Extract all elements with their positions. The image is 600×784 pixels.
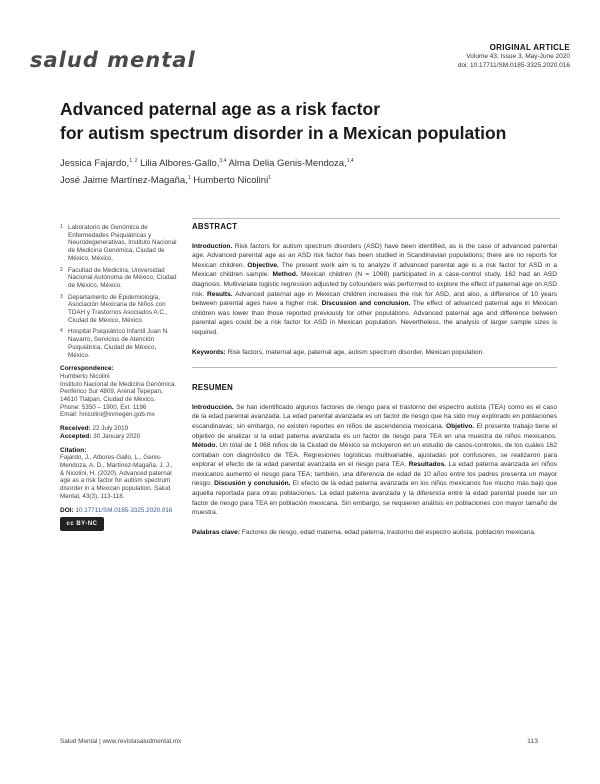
received-date: 22 July 2019 [92,425,129,433]
accepted-label: Accepted: [60,432,92,440]
accepted-date: 30 January 2020 [93,432,141,440]
dates-block [60,425,178,440]
affiliation-list [60,224,178,359]
author: Humberto Nicolini$^1$ [193,175,271,187]
correspondence-label: Correspondence: [60,365,114,373]
correspondence-name: Humberto Nicolini [60,372,110,380]
resumen-divider [192,367,557,369]
affiliation-item: 3 Departamento de Epidemiología, Asociación Mexicana de Niños con TDAH y Trastornos Asociados A.C., Ciudad de México, México. [60,293,168,324]
abstract-top-divider [192,218,560,219]
title-line-2: for autism spectrum disorder in a Mexican population [60,123,507,143]
doi-label: DOI: [60,506,74,514]
citation-text: Fajardo, J., Albores-Gallo, L., Genis-Mendoza, A. D., Martínez-Magaña, J. J., & Nicolini, H. (2020). Advanced paternal age as a risk factor for autism spectrum disorder in a Mexican population. Salud Mental, 43(3), 113-118. [60,454,173,500]
article-type: ORIGINAL ARTICLE [489,43,570,52]
correspondence-block [60,365,178,419]
article-title [60,97,560,145]
article-header [458,42,570,70]
header-doi[interactable]: doi: 10.17711/SM.0185-3325.2020.016 [457,61,570,69]
abstract-section [192,222,557,537]
sidebar-info [60,224,178,531]
author: Alma Delia Genis-Mendoza,$^{1,4}$ [228,158,354,170]
affiliation-item: 2 Facultad de Medicina, Universidad Nacional Autónoma de México, Ciudad de México, México. [60,266,177,289]
creative-commons-badge[interactable]: cc BY-NC [60,517,104,531]
abstract-body: Introduction. Risk factors for autism spectrum disorders (ASD) have been identified, as is the case of advanced parental age. Advanced parental age as an ASD risk factor has been studied in Scandinavian populations; there are no reports for Mexican children. Objective. The present work aim is to analyze if advanced parental age is a risk factor for ASD in a Mexican children sample. Method. Mexican children (N = 1068) participated in a case-control study, 162 had an ASD diagnosis. Multivariate logistic regression adjusted by cofounders was performed to explore the effect of paternal age on ASD risk. Results. Advanced paternal age in Mexican children increases the risk for ASD, and also, a difference of 10 years between parental ages have a higher risk. Discussion and conclusion. The effect of advanced paternal age in Mexican children was lower than those reported previously for other populations. Advanced paternal age and difference between parental ages could be a risk factor for ASD in Mexican population. Nevertheless, the analysis of larger sample sizes is required. [192,242,558,336]
title-line-1: Advanced paternal age as a risk factor [60,99,380,119]
page-number: 113 [527,738,538,745]
correspondence-phone: Phone: 5350 – 1900, Ext. 1196 [60,403,147,411]
resumen-body: Introducción. Se han identificado algunos factores de riesgo para el trastorno del espectro autista (TEA) como es el caso de la edad parental avanzada. La edad parental avanzada es un factor de riesgo que ha sido muy explorado en poblaciones escandinavas; sin embargo, no existen reportes en niños de ascendencia mexicana. Objetivo. El presente trabajo tiene el objetivo de analizar si la edad paterna avanzada es un factor de riesgo para TEA en una muestra de niños mexicanos. Método. Un total de 1 068 niños de la Ciudad de México se incluyeron en un estudio de casos-controles, de los cuáles 162 contaban con diagnóstico de TEA. Regresiones logísticas multivariable, ajustadas por confusores, se realizaron para explorar el efecto de la edad parental avanzada en el riesgo para TEA. Resultados. La edad paterna avanzada en niños mexicanos aumentó el riesgo para TEA; también, una diferencia de edad de 10 años entre los padres presenta un mayor riesgo. Discusión y conclusión. El efecto de la edad paterna avanzada en los niños mexicanos fue mucho más bajo que aquella reportada para otras poblaciones. La edad paterna avanzada y la diferencia entre la edad parental puede ser un factor de riesgo para TEA en población mexicana. Sin embargo, se requieren análisis en poblaciones con mayor tamaño de muestra. [192,403,557,517]
resumen-heading: RESUMEN [192,383,234,393]
journal-logo: salud mental [30,48,196,72]
affiliation-item: 1 Laboratorio de Genómica de Enfermedades Psiquiátricas y Neurodegenerativas, Instituto Nacional de Medicina Genómica, Ciudad de México, México. [60,224,177,262]
author: José Jaime Martínez-Magaña,$^1$ [60,175,191,187]
author: Lilia Albores-Gallo,$^{3,4}$ [140,158,227,170]
abstract-keywords: Keywords: Risk factors, maternal age, paternal age, autism spectrum disorder, Mexican population. [192,348,485,356]
author-list [60,154,560,188]
abstract-heading: ABSTRACT [192,222,238,231]
author: Jessica Fajardo,$^{1, 2}$ [60,158,138,170]
correspondence-email[interactable]: Email: hnicolini@inmegen.gob.mx [60,411,155,419]
citation-label: Citation: [60,446,87,454]
volume-info: Volume 43, Issue 3, May-June 2020 [466,53,570,60]
doi-block [60,507,178,515]
correspondence-address: Instituto Nacional de Medicina Genómica. Periférico Sur 4809, Arenal Tepepan, 14610 Tlalpan, Ciudad de México. [60,380,177,404]
citation-block [60,447,178,501]
doi-link[interactable]: 10.17711/SM.0185-3325.2020.016 [75,506,173,514]
affiliation-item: 4 Hospital Psiquiátrico Infantil Juan N. Navarro, Servicios de Atención Psiquiátrica, Ciudad de México, México. [60,328,169,359]
footer-journal[interactable]: Salud Mental | www.revistasaludmental.mx [60,738,182,745]
received-label: Received: [60,425,91,433]
resumen-keywords: Palabras clave: Factores de riesgo, edad materna, edad paterna, trastorno del espectro autista, población mexicana. [192,528,536,536]
